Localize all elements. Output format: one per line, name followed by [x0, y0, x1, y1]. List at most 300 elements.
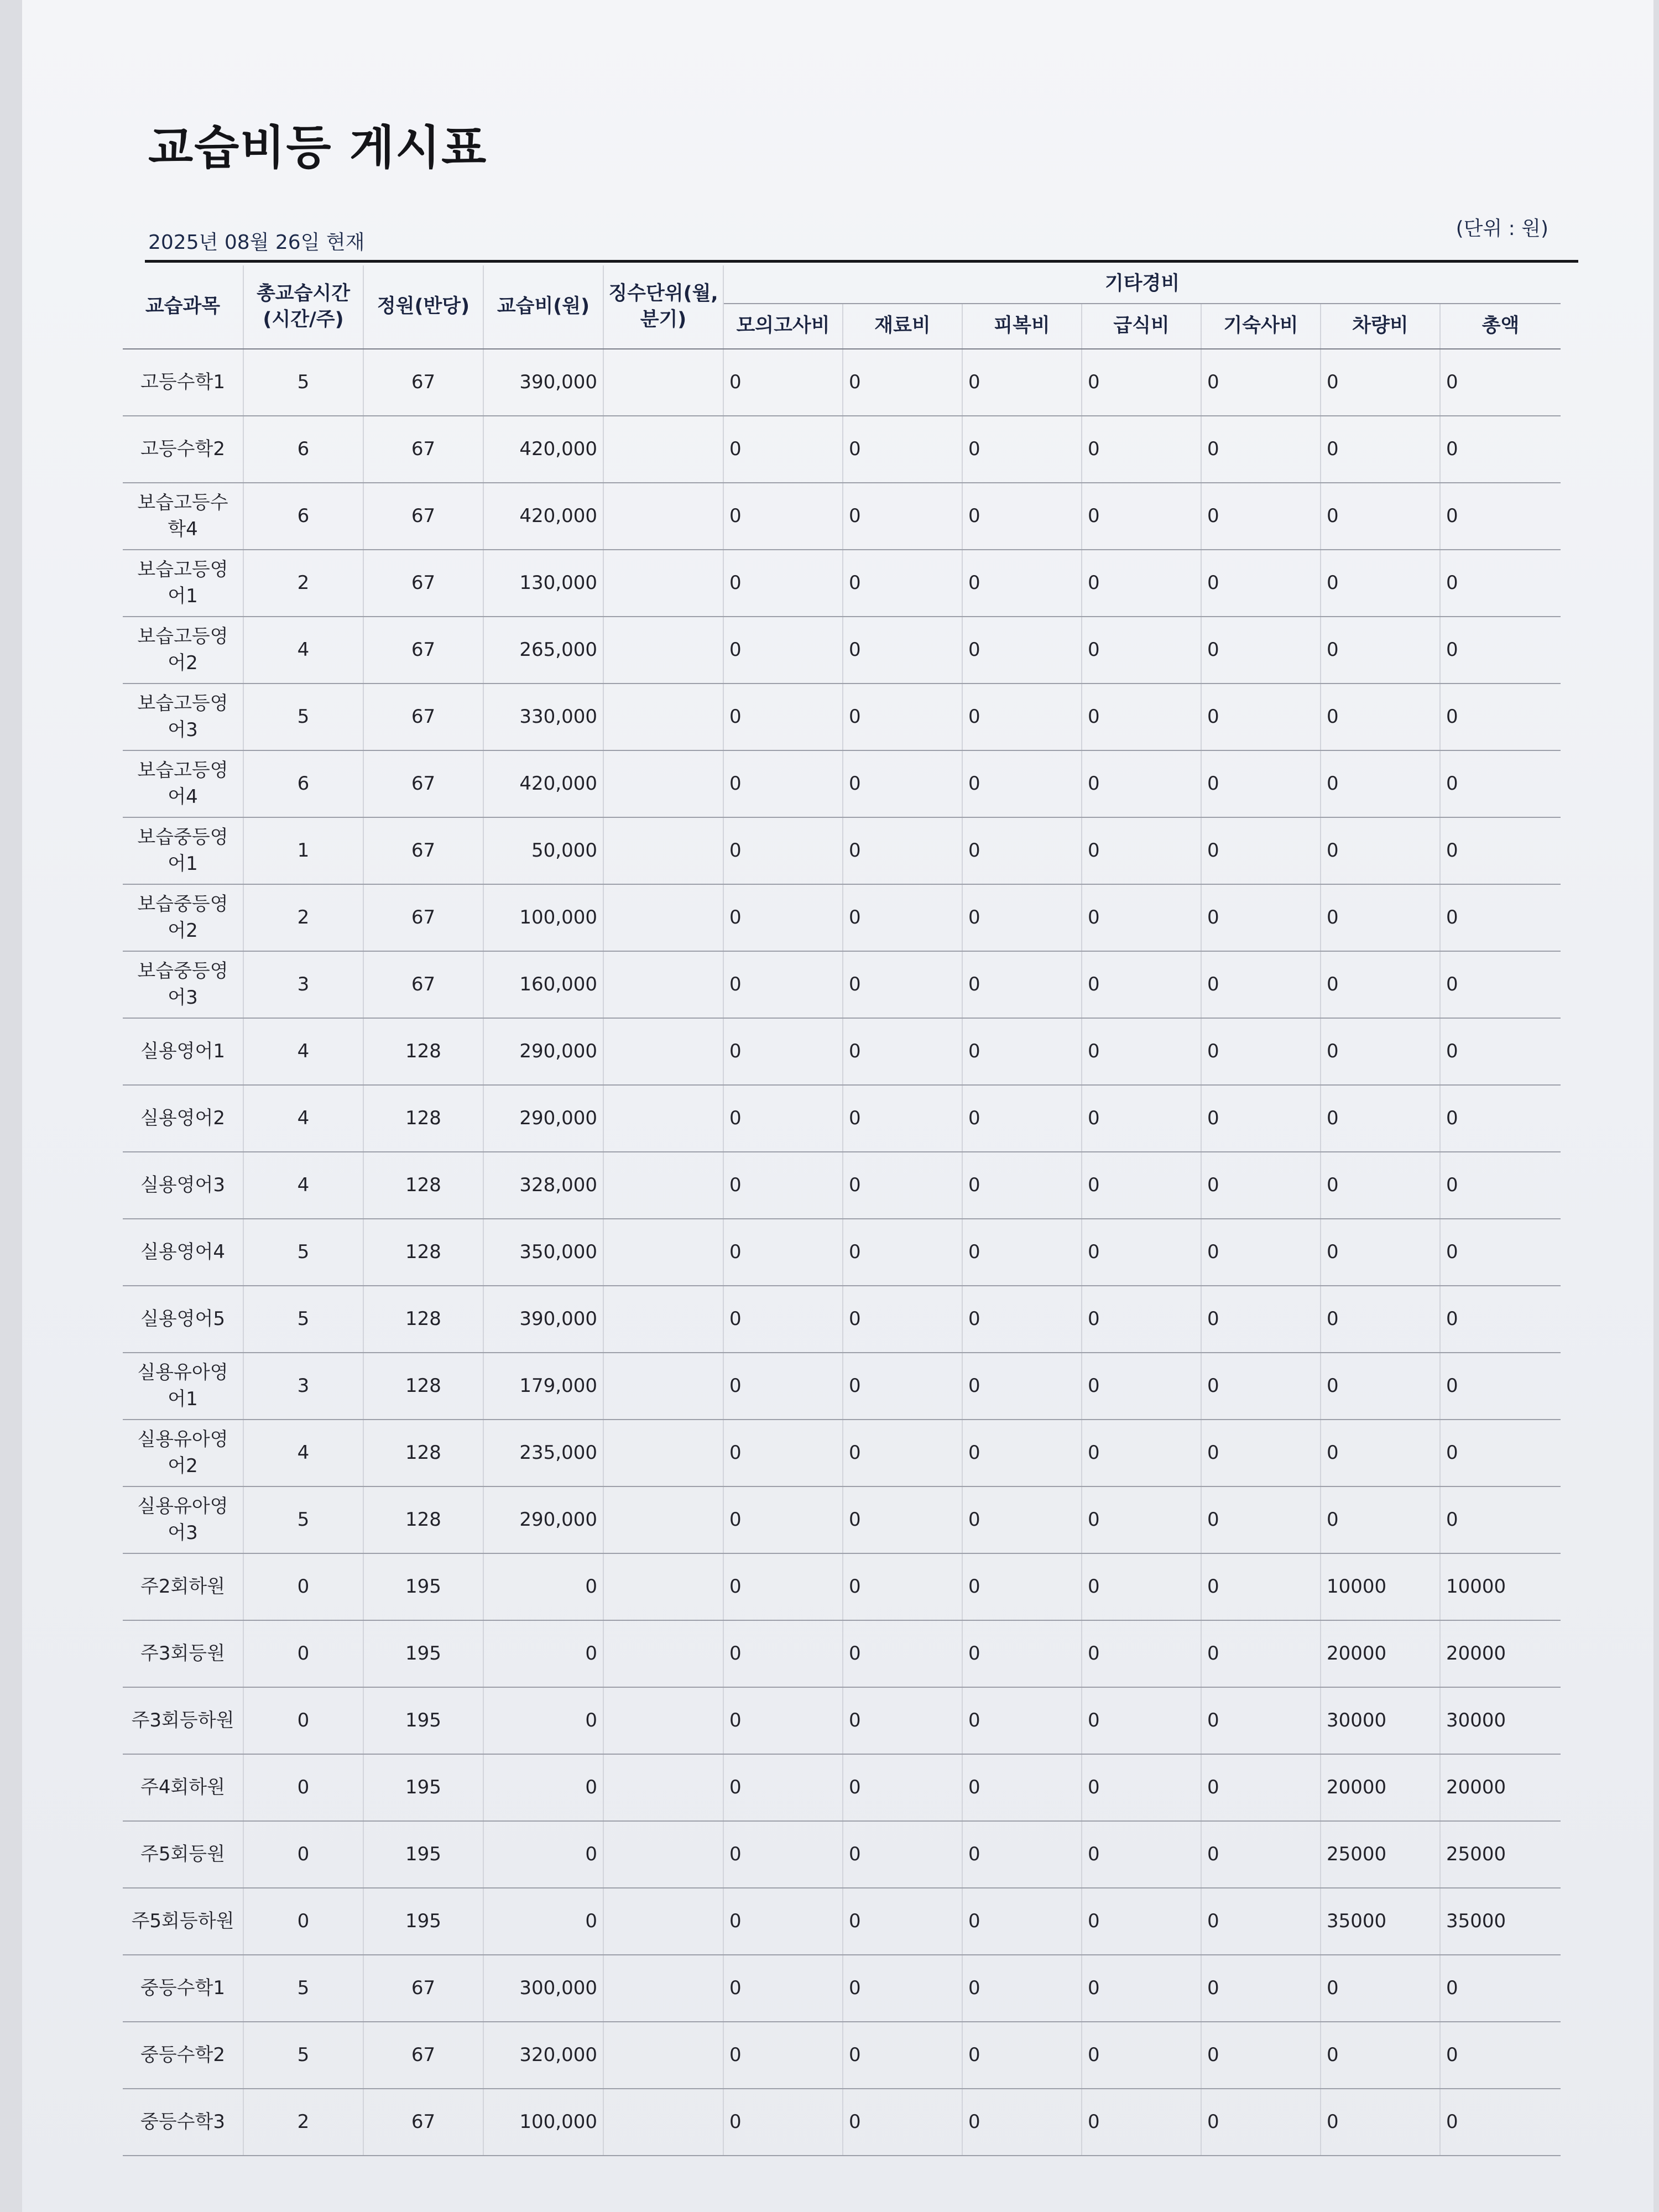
cell-clothing: 0	[962, 750, 1082, 817]
header-meals: 급식비	[1082, 304, 1201, 349]
cell-capacity: 67	[363, 2022, 483, 2089]
table-row	[123, 884, 1561, 951]
header-period: 징수단위(월, 분기)	[603, 265, 723, 349]
cell-materials: 0	[843, 2089, 962, 2156]
cell-clothing: 0	[962, 1353, 1082, 1420]
cell-capacity: 67	[363, 483, 483, 550]
cell-vehicle: 0	[1321, 349, 1440, 416]
table-row	[123, 1888, 1561, 1955]
cell-total: 0	[1440, 2022, 1561, 2089]
cell-hours: 6	[243, 416, 363, 483]
cell-capacity: 128	[363, 1420, 483, 1486]
cell-meals: 0	[1082, 550, 1201, 617]
cell-fee: 290,000	[483, 1018, 603, 1085]
cell-meals: 0	[1082, 1486, 1201, 1553]
cell-capacity: 67	[363, 951, 483, 1018]
cell-period	[603, 1219, 723, 1286]
cell-dormitory: 0	[1201, 1486, 1321, 1553]
cell-materials: 0	[843, 1888, 962, 1955]
table-row	[123, 750, 1561, 817]
cell-hours: 0	[243, 1754, 363, 1821]
cell-clothing: 0	[962, 1286, 1082, 1353]
cell-total: 0	[1440, 2089, 1561, 2156]
cell-meals: 0	[1082, 1085, 1201, 1152]
cell-dormitory: 0	[1201, 1687, 1321, 1754]
cell-hours: 0	[243, 1687, 363, 1754]
cell-period	[603, 617, 723, 684]
cell-meals: 0	[1082, 1553, 1201, 1620]
cell-clothing: 0	[962, 684, 1082, 750]
cell-vehicle: 0	[1321, 817, 1440, 884]
cell-period	[603, 1687, 723, 1754]
cell-mock-exam: 0	[723, 1754, 843, 1821]
cell-dormitory: 0	[1201, 1085, 1321, 1152]
cell-fee: 330,000	[483, 684, 603, 750]
cell-meals: 0	[1082, 684, 1201, 750]
cell-subject: 주4회하원	[123, 1754, 243, 1821]
cell-materials: 0	[843, 1821, 962, 1888]
cell-subject: 실용영어5	[123, 1286, 243, 1353]
cell-subject: 중등수학1	[123, 1955, 243, 2022]
cell-meals: 0	[1082, 1754, 1201, 1821]
table-row	[123, 2089, 1561, 2156]
cell-subject: 보습중등영어1	[123, 817, 243, 884]
cell-period	[603, 1754, 723, 1821]
cell-capacity: 195	[363, 1687, 483, 1754]
cell-clothing: 0	[962, 817, 1082, 884]
cell-clothing: 0	[962, 550, 1082, 617]
table-row	[123, 1085, 1561, 1152]
cell-subject: 보습고등수학4	[123, 483, 243, 550]
cell-period	[603, 951, 723, 1018]
cell-period	[603, 1486, 723, 1553]
cell-mock-exam: 0	[723, 1955, 843, 2022]
currency-unit: (단위 : 원)	[1455, 217, 1548, 240]
cell-clothing: 0	[962, 617, 1082, 684]
cell-subject: 보습고등영어4	[123, 750, 243, 817]
cell-subject: 실용유아영어2	[123, 1420, 243, 1486]
cell-clothing: 0	[962, 884, 1082, 951]
cell-mock-exam: 0	[723, 951, 843, 1018]
cell-vehicle: 0	[1321, 2089, 1440, 2156]
cell-period	[603, 1353, 723, 1420]
cell-fee: 265,000	[483, 617, 603, 684]
cell-clothing: 0	[962, 1152, 1082, 1219]
cell-materials: 0	[843, 2022, 962, 2089]
header-capacity: 정원(반당)	[363, 265, 483, 349]
cell-period	[603, 2089, 723, 2156]
cell-fee: 0	[483, 1620, 603, 1687]
cell-period	[603, 1888, 723, 1955]
cell-total: 0	[1440, 1219, 1561, 1286]
cell-total: 0	[1440, 1018, 1561, 1085]
cell-dormitory: 0	[1201, 1152, 1321, 1219]
cell-hours: 1	[243, 817, 363, 884]
cell-total: 0	[1440, 684, 1561, 750]
cell-fee: 420,000	[483, 483, 603, 550]
cell-hours: 2	[243, 550, 363, 617]
cell-vehicle: 0	[1321, 1420, 1440, 1486]
cell-vehicle: 0	[1321, 1486, 1440, 1553]
table-row	[123, 1219, 1561, 1286]
cell-capacity: 67	[363, 1955, 483, 2022]
table-row	[123, 951, 1561, 1018]
document-title: 교습비등 게시표	[148, 121, 488, 175]
cell-vehicle: 0	[1321, 951, 1440, 1018]
cell-fee: 320,000	[483, 2022, 603, 2089]
cell-subject: 주3회등하원	[123, 1687, 243, 1754]
cell-capacity: 67	[363, 550, 483, 617]
cell-period	[603, 884, 723, 951]
cell-fee: 100,000	[483, 884, 603, 951]
cell-dormitory: 0	[1201, 416, 1321, 483]
cell-total: 20000	[1440, 1620, 1561, 1687]
table-row	[123, 416, 1561, 483]
cell-fee: 350,000	[483, 1219, 603, 1286]
cell-vehicle: 0	[1321, 1152, 1440, 1219]
cell-hours: 2	[243, 2089, 363, 2156]
cell-materials: 0	[843, 1553, 962, 1620]
cell-vehicle: 0	[1321, 1353, 1440, 1420]
cell-mock-exam: 0	[723, 1620, 843, 1687]
cell-clothing: 0	[962, 1486, 1082, 1553]
cell-clothing: 0	[962, 2022, 1082, 2089]
cell-mock-exam: 0	[723, 1085, 843, 1152]
cell-hours: 0	[243, 1553, 363, 1620]
cell-dormitory: 0	[1201, 1620, 1321, 1687]
cell-subject: 실용유아영어1	[123, 1353, 243, 1420]
cell-clothing: 0	[962, 416, 1082, 483]
cell-clothing: 0	[962, 1754, 1082, 1821]
cell-subject: 보습고등영어1	[123, 550, 243, 617]
cell-subject: 실용영어3	[123, 1152, 243, 1219]
cell-total: 0	[1440, 1486, 1561, 1553]
cell-dormitory: 0	[1201, 2022, 1321, 2089]
table-header	[123, 265, 1561, 349]
cell-mock-exam: 0	[723, 1687, 843, 1754]
cell-clothing: 0	[962, 1219, 1082, 1286]
cell-dormitory: 0	[1201, 2089, 1321, 2156]
table-row	[123, 550, 1561, 617]
cell-dormitory: 0	[1201, 1018, 1321, 1085]
cell-total: 10000	[1440, 1553, 1561, 1620]
cell-materials: 0	[843, 1486, 962, 1553]
cell-meals: 0	[1082, 349, 1201, 416]
cell-subject: 실용영어1	[123, 1018, 243, 1085]
cell-hours: 6	[243, 483, 363, 550]
cell-vehicle: 0	[1321, 2022, 1440, 2089]
cell-hours: 5	[243, 349, 363, 416]
cell-period	[603, 750, 723, 817]
cell-total: 0	[1440, 1286, 1561, 1353]
cell-period	[603, 550, 723, 617]
cell-materials: 0	[843, 1219, 962, 1286]
cell-materials: 0	[843, 349, 962, 416]
cell-meals: 0	[1082, 1018, 1201, 1085]
cell-mock-exam: 0	[723, 349, 843, 416]
cell-capacity: 195	[363, 1620, 483, 1687]
cell-clothing: 0	[962, 1821, 1082, 1888]
cell-capacity: 67	[363, 884, 483, 951]
cell-dormitory: 0	[1201, 1888, 1321, 1955]
table-row	[123, 1018, 1561, 1085]
cell-mock-exam: 0	[723, 2089, 843, 2156]
cell-hours: 3	[243, 1353, 363, 1420]
table-row	[123, 1687, 1561, 1754]
cell-period	[603, 1821, 723, 1888]
table-row	[123, 1553, 1561, 1620]
table-row	[123, 684, 1561, 750]
cell-mock-exam: 0	[723, 1152, 843, 1219]
header-materials: 재료비	[843, 304, 962, 349]
cell-subject: 실용영어4	[123, 1219, 243, 1286]
cell-hours: 5	[243, 1486, 363, 1553]
cell-clothing: 0	[962, 1687, 1082, 1754]
cell-vehicle: 0	[1321, 884, 1440, 951]
cell-meals: 0	[1082, 1286, 1201, 1353]
cell-capacity: 195	[363, 1553, 483, 1620]
cell-clothing: 0	[962, 1888, 1082, 1955]
cell-meals: 0	[1082, 416, 1201, 483]
cell-capacity: 128	[363, 1286, 483, 1353]
header-hours: 총교습시간(시간/주)	[243, 265, 363, 349]
cell-mock-exam: 0	[723, 1553, 843, 1620]
cell-fee: 160,000	[483, 951, 603, 1018]
cell-dormitory: 0	[1201, 349, 1321, 416]
cell-period	[603, 1955, 723, 2022]
cell-total: 0	[1440, 1353, 1561, 1420]
cell-capacity: 67	[363, 617, 483, 684]
cell-subject: 보습고등영어2	[123, 617, 243, 684]
cell-period	[603, 1553, 723, 1620]
cell-hours: 5	[243, 684, 363, 750]
cell-vehicle: 25000	[1321, 1821, 1440, 1888]
cell-vehicle: 0	[1321, 1219, 1440, 1286]
cell-hours: 4	[243, 1420, 363, 1486]
cell-vehicle: 0	[1321, 1085, 1440, 1152]
cell-materials: 0	[843, 817, 962, 884]
cell-vehicle: 0	[1321, 416, 1440, 483]
cell-fee: 235,000	[483, 1420, 603, 1486]
cell-materials: 0	[843, 1620, 962, 1687]
cell-fee: 420,000	[483, 416, 603, 483]
cell-materials: 0	[843, 1018, 962, 1085]
cell-dormitory: 0	[1201, 1821, 1321, 1888]
cell-period	[603, 1286, 723, 1353]
cell-mock-exam: 0	[723, 617, 843, 684]
cell-capacity: 128	[363, 1152, 483, 1219]
cell-materials: 0	[843, 1286, 962, 1353]
cell-meals: 0	[1082, 2089, 1201, 2156]
cell-meals: 0	[1082, 1219, 1201, 1286]
cell-fee: 100,000	[483, 2089, 603, 2156]
cell-period	[603, 1620, 723, 1687]
cell-mock-exam: 0	[723, 1353, 843, 1420]
cell-total: 20000	[1440, 1754, 1561, 1821]
cell-hours: 6	[243, 750, 363, 817]
cell-fee: 50,000	[483, 817, 603, 884]
as-of-date: 2025년 08월 26일 현재	[148, 231, 365, 254]
cell-fee: 0	[483, 1687, 603, 1754]
cell-total: 0	[1440, 483, 1561, 550]
cell-dormitory: 0	[1201, 884, 1321, 951]
table-row	[123, 1286, 1561, 1353]
cell-meals: 0	[1082, 750, 1201, 817]
cell-dormitory: 0	[1201, 1553, 1321, 1620]
table-row	[123, 483, 1561, 550]
cell-materials: 0	[843, 1085, 962, 1152]
cell-meals: 0	[1082, 1353, 1201, 1420]
cell-dormitory: 0	[1201, 1420, 1321, 1486]
cell-dormitory: 0	[1201, 617, 1321, 684]
header-fee: 교습비(원)	[483, 265, 603, 349]
cell-fee: 390,000	[483, 1286, 603, 1353]
cell-hours: 4	[243, 1085, 363, 1152]
cell-hours: 5	[243, 1219, 363, 1286]
cell-fee: 130,000	[483, 550, 603, 617]
cell-fee: 0	[483, 1553, 603, 1620]
cell-fee: 328,000	[483, 1152, 603, 1219]
cell-meals: 0	[1082, 884, 1201, 951]
cell-subject: 고등수학2	[123, 416, 243, 483]
cell-dormitory: 0	[1201, 1754, 1321, 1821]
cell-mock-exam: 0	[723, 1821, 843, 1888]
cell-clothing: 0	[962, 349, 1082, 416]
cell-dormitory: 0	[1201, 817, 1321, 884]
cell-capacity: 128	[363, 1486, 483, 1553]
cell-vehicle: 0	[1321, 617, 1440, 684]
cell-mock-exam: 0	[723, 684, 843, 750]
cell-capacity: 67	[363, 750, 483, 817]
cell-mock-exam: 0	[723, 1420, 843, 1486]
cell-vehicle: 0	[1321, 483, 1440, 550]
cell-meals: 0	[1082, 483, 1201, 550]
cell-vehicle: 0	[1321, 550, 1440, 617]
cell-materials: 0	[843, 1420, 962, 1486]
cell-hours: 4	[243, 1018, 363, 1085]
cell-total: 0	[1440, 1085, 1561, 1152]
cell-clothing: 0	[962, 1420, 1082, 1486]
cell-fee: 290,000	[483, 1486, 603, 1553]
cell-materials: 0	[843, 951, 962, 1018]
cell-period	[603, 349, 723, 416]
cell-meals: 0	[1082, 1821, 1201, 1888]
cell-materials: 0	[843, 483, 962, 550]
cell-total: 0	[1440, 817, 1561, 884]
cell-mock-exam: 0	[723, 1286, 843, 1353]
table-row	[123, 817, 1561, 884]
cell-capacity: 67	[363, 349, 483, 416]
header-dormitory: 기숙사비	[1201, 304, 1321, 349]
cell-dormitory: 0	[1201, 550, 1321, 617]
cell-capacity: 195	[363, 1754, 483, 1821]
cell-capacity: 195	[363, 1888, 483, 1955]
cell-fee: 420,000	[483, 750, 603, 817]
cell-clothing: 0	[962, 483, 1082, 550]
cell-meals: 0	[1082, 1152, 1201, 1219]
cell-subject: 고등수학1	[123, 349, 243, 416]
cell-fee: 0	[483, 1754, 603, 1821]
cell-materials: 0	[843, 550, 962, 617]
cell-materials: 0	[843, 1955, 962, 2022]
cell-materials: 0	[843, 617, 962, 684]
cell-meals: 0	[1082, 951, 1201, 1018]
cell-meals: 0	[1082, 1687, 1201, 1754]
cell-subject: 실용유아영어3	[123, 1486, 243, 1553]
cell-fee: 290,000	[483, 1085, 603, 1152]
cell-fee: 300,000	[483, 1955, 603, 2022]
cell-materials: 0	[843, 884, 962, 951]
cell-hours: 0	[243, 1821, 363, 1888]
cell-dormitory: 0	[1201, 750, 1321, 817]
cell-dormitory: 0	[1201, 1219, 1321, 1286]
cell-vehicle: 0	[1321, 684, 1440, 750]
cell-hours: 5	[243, 2022, 363, 2089]
cell-materials: 0	[843, 1353, 962, 1420]
cell-capacity: 128	[363, 1018, 483, 1085]
cell-meals: 0	[1082, 1420, 1201, 1486]
cell-subject: 실용영어2	[123, 1085, 243, 1152]
cell-vehicle: 20000	[1321, 1620, 1440, 1687]
cell-subject: 중등수학2	[123, 2022, 243, 2089]
cell-subject: 보습중등영어3	[123, 951, 243, 1018]
cell-mock-exam: 0	[723, 884, 843, 951]
cell-capacity: 67	[363, 817, 483, 884]
cell-period	[603, 817, 723, 884]
cell-total: 0	[1440, 884, 1561, 951]
cell-materials: 0	[843, 1754, 962, 1821]
header-subject: 교습과목	[123, 265, 243, 349]
cell-meals: 0	[1082, 2022, 1201, 2089]
cell-period	[603, 1085, 723, 1152]
cell-mock-exam: 0	[723, 1486, 843, 1553]
cell-mock-exam: 0	[723, 2022, 843, 2089]
cell-total: 0	[1440, 617, 1561, 684]
cell-clothing: 0	[962, 1553, 1082, 1620]
cell-dormitory: 0	[1201, 951, 1321, 1018]
cell-materials: 0	[843, 416, 962, 483]
cell-period	[603, 483, 723, 550]
header-clothing: 피복비	[962, 304, 1082, 349]
cell-mock-exam: 0	[723, 1888, 843, 1955]
cell-subject: 보습중등영어2	[123, 884, 243, 951]
cell-capacity: 128	[363, 1085, 483, 1152]
cell-mock-exam: 0	[723, 1018, 843, 1085]
cell-capacity: 128	[363, 1219, 483, 1286]
cell-total: 30000	[1440, 1687, 1561, 1754]
cell-subject: 주5회등원	[123, 1821, 243, 1888]
table-row	[123, 1620, 1561, 1687]
table-row	[123, 1486, 1561, 1553]
cell-total: 0	[1440, 1420, 1561, 1486]
cell-dormitory: 0	[1201, 684, 1321, 750]
cell-mock-exam: 0	[723, 416, 843, 483]
cell-hours: 0	[243, 1620, 363, 1687]
cell-materials: 0	[843, 1687, 962, 1754]
cell-vehicle: 0	[1321, 750, 1440, 817]
header-total: 총액	[1440, 304, 1561, 349]
cell-clothing: 0	[962, 1955, 1082, 2022]
cell-meals: 0	[1082, 1620, 1201, 1687]
cell-fee: 179,000	[483, 1353, 603, 1420]
cell-clothing: 0	[962, 1620, 1082, 1687]
cell-capacity: 195	[363, 1821, 483, 1888]
cell-clothing: 0	[962, 1085, 1082, 1152]
cell-fee: 390,000	[483, 349, 603, 416]
cell-total: 0	[1440, 349, 1561, 416]
cell-dormitory: 0	[1201, 483, 1321, 550]
header-other-group: 기타경비	[723, 265, 1561, 304]
